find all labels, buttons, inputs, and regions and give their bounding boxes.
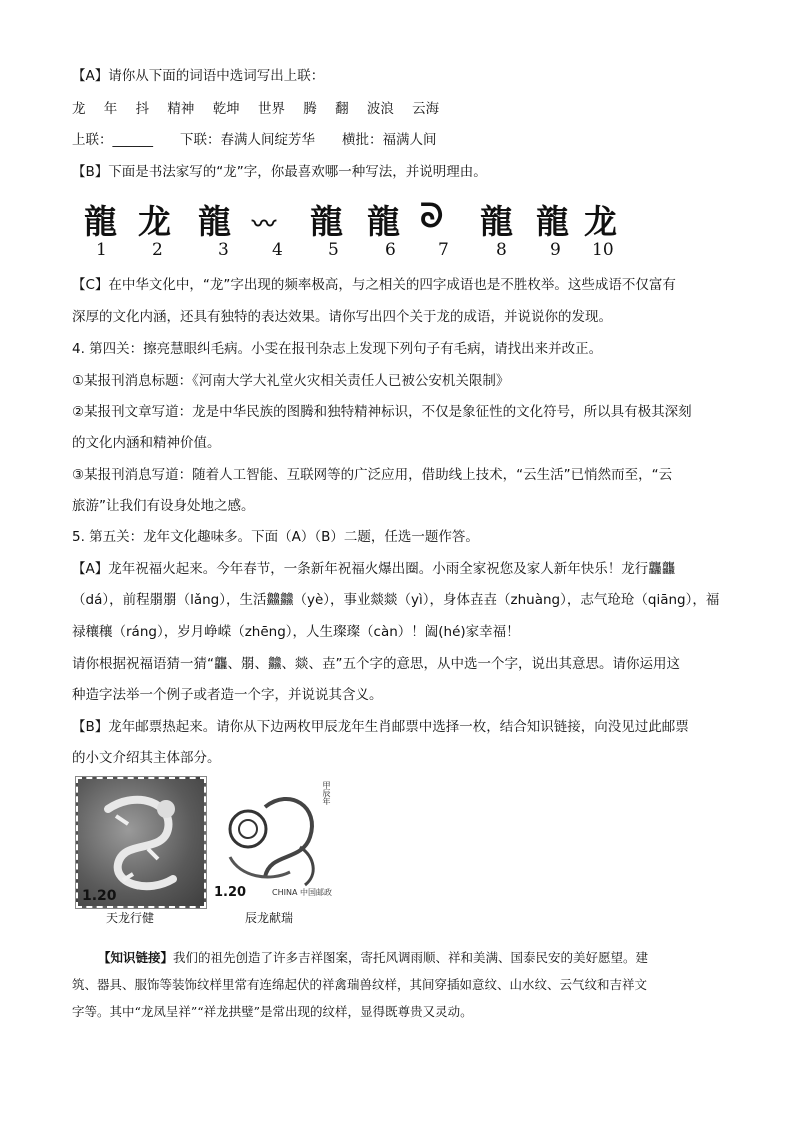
stamp-value: 1.20: [82, 888, 117, 904]
section-c-line-1: 【C】在中华文化中，“龙”字出现的频率极高，与之相关的四字成语也是不胜枚举。这些成语不仅富有: [72, 277, 676, 293]
section-c-line-2: 深厚的文化内涵，还具有独特的表达效果。请你写出四个关于龙的成语，并说说你的发现。: [72, 309, 612, 325]
calligraphy-number: 3: [218, 240, 229, 260]
calligraphy-number: 10: [592, 240, 614, 260]
calligraphy-number: 1: [96, 240, 107, 260]
couplet-line: 上联：______ 下联：春满人间绽芳华 横批：福满人间: [72, 132, 437, 148]
word-item: 腾: [303, 101, 317, 117]
calligraphy-glyph: 龍: [310, 202, 343, 241]
stamp-tianlong-image: [76, 777, 206, 908]
calligraphy-number: 2: [152, 240, 163, 260]
calligraphy-number: 7: [438, 240, 449, 260]
question-5b-line-1: 【B】龙年邮票热起来。请你从下边两枚甲辰龙年生肖邮票中选择一枚，结合知识链接，向没见过此邮票: [72, 719, 689, 735]
question-5b-line-2: 的小文介绍其主体部分。: [72, 750, 221, 766]
calligraphy-glyph: 龍: [84, 202, 117, 241]
calligraphy-number: 5: [328, 240, 339, 260]
calligraphy-row: [84, 196, 624, 260]
question-4-item-2a: ②某报刊文章写道：龙是中华民族的图腾和独特精神标识，不仅是象征性的文化符号，所以具有极其深刻: [72, 404, 692, 420]
stamp-value: 1.20: [214, 885, 247, 900]
section-a-title: 【A】请你从下面的词语中选词写出上联：: [72, 68, 325, 84]
word-item: 波浪: [366, 101, 394, 117]
calligraphy-glyph: 龍: [367, 202, 400, 241]
question-5a-line-2: （dá），前程朤朤（lǎng），生活䲜䲜（yè），事业燚燚（yì），身体壵壵（zhuàng），志气玱玱（qiāng），福: [72, 592, 720, 608]
question-4-item-3b: 旅游”让我们有设身处地之感。: [72, 498, 255, 514]
stamp-country: CHINA 中国邮政: [272, 888, 332, 897]
calligraphy-glyph: 龙: [584, 202, 617, 241]
word-item: 翻: [335, 101, 349, 117]
calligraphy-number: 6: [385, 240, 396, 260]
calligraphy-number: 8: [496, 240, 507, 260]
calligraphy-glyph: 〰: [252, 209, 276, 238]
question-4-item-2b: 的文化内涵和精神价值。: [72, 435, 221, 451]
stamp-caption-2: 辰龙献瑞: [245, 911, 294, 925]
word-item: 抖: [135, 101, 150, 117]
question-5a-line-4: 请你根据祝福语猜一猜“龘、朤、䲜、燚、壵”五个字的意思，从中选一个字，说出其意思。请你运用这: [72, 656, 680, 672]
question-5-title: 5. 第五关：龙年文化趣味多。下面（A）（B）二题，任选一题作答。: [72, 529, 479, 545]
knowledge-link-label: 【知识链接】: [98, 950, 174, 965]
question-4-title: 4. 第四关：擦亮慧眼纠毛病。小雯在报刊杂志上发现下列句子有毛病，请找出来并改正。: [72, 341, 603, 357]
word-item: 精神: [167, 101, 195, 117]
question-4-item-1: ①某报刊消息标题：《河南大学大礼堂火灾相关责任人已被公安机关限制》: [72, 373, 510, 389]
section-b-title: 【B】下面是书法家写的“龙”字，你最喜欢哪一种写法，并说明理由。: [72, 164, 487, 180]
word-item: 云海: [412, 101, 440, 117]
word-item: 年: [103, 101, 118, 117]
question-4-item-3a: ③某报刊消息写道：随着人工智能、互联网等的广泛应用，借助线上技术，“云生活”已悄然而至，“云: [72, 467, 673, 483]
calligraphy-glyph: 龙: [138, 202, 171, 241]
knowledge-link-line-1: 【知识链接】我们的祖先创造了许多吉祥图案，寄托风调雨顺、祥和美满、国泰民安的美好愿望。建: [98, 950, 649, 965]
word-item: 乾坤: [212, 101, 240, 117]
knowledge-link-line-3: 字等。其中“龙凤呈祥”“祥龙拱璧”是常出现的纹样，显得既尊贵又灵动。: [72, 1004, 473, 1019]
word-item: 世界: [257, 101, 285, 117]
calligraphy-glyph: 龍: [536, 202, 569, 241]
word-list: [72, 99, 453, 119]
knowledge-link-line-2: 筑、器具、服饰等装饰纹样里常有连绵起伏的祥禽瑞兽纹样，其间穿插如意纹、山水纹、云气纹和吉祥文: [72, 977, 648, 992]
calligraphy-number: 9: [550, 240, 561, 260]
question-5a-line-3: 禄穰穰（ráng），岁月峥嵘（zhēng），人生璨璨（càn）！阖(hé)家幸福！: [72, 624, 520, 640]
calligraphy-glyph: ᘐ: [420, 196, 444, 235]
dragon-icon: [78, 779, 204, 906]
stamp-chenlong-image: [210, 777, 336, 904]
question-5a-line-1: 【A】龙年祝福火起来。今年春节，一条新年祝福火爆出圈。小雨全家祝您及家人新年快乐！龙行龘龘: [72, 561, 676, 577]
stamp-year: 甲辰年: [322, 781, 331, 805]
word-item: 龙: [72, 101, 86, 117]
question-5a-line-5: 种造字法举一个例子或者造一个字，并说说其含义。: [72, 687, 383, 703]
calligraphy-number: 4: [272, 240, 283, 260]
calligraphy-glyph: 龍: [480, 202, 513, 241]
calligraphy-glyph: 龍: [198, 202, 231, 241]
stamp-caption-1: 天龙行健: [106, 911, 155, 925]
